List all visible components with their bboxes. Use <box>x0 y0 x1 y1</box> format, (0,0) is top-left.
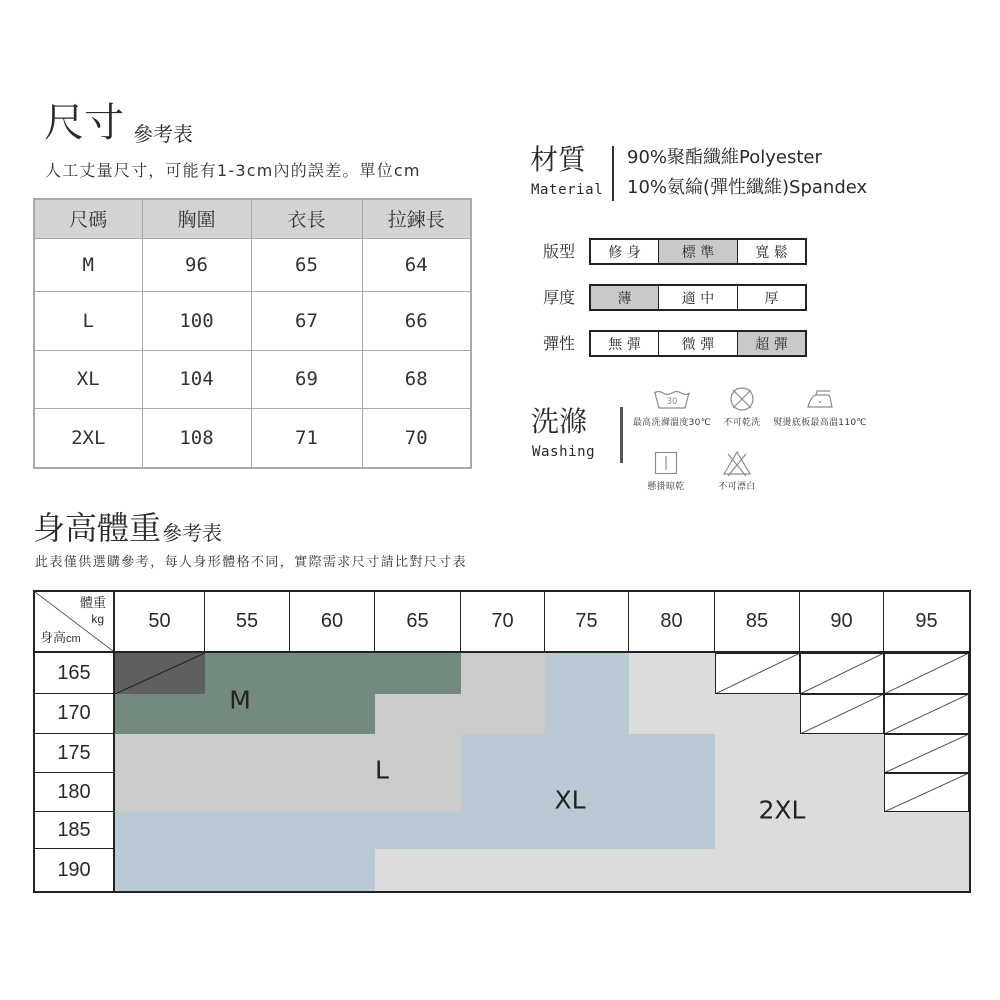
size-chart-subtitle: 人工丈量尺寸，可能有1-3cm內的誤差。單位cm <box>45 161 421 180</box>
fit-cell <box>115 849 205 891</box>
elasticity-label: 彈性 <box>543 333 576 353</box>
fit-cell <box>629 773 715 812</box>
fit-cell <box>800 849 884 891</box>
hang-dry-icon <box>653 450 679 476</box>
care-label: 懸掛晾乾 <box>647 482 685 492</box>
length-cell: 71 <box>251 408 362 468</box>
care-label: 不可漂白 <box>718 482 756 492</box>
fit-cell <box>545 812 629 849</box>
weight-column-header: 80 <box>629 592 715 653</box>
fit-cell <box>461 849 545 891</box>
fit-cell <box>461 694 545 734</box>
zipper-length-column-header: 拉鍊長 <box>362 199 471 238</box>
region-label-m: M <box>229 685 251 715</box>
size-chart-title-suffix: 參考表 <box>133 122 193 146</box>
fit-cell <box>290 694 375 734</box>
zipper-length-cell: 66 <box>362 291 471 350</box>
fit-cell <box>629 734 715 773</box>
fit-chart-title-suffix: 參考表 <box>162 521 222 545</box>
material-title: 材質 <box>530 143 587 176</box>
wash-30-icon <box>652 388 692 410</box>
height-row-header: 165 <box>35 653 115 694</box>
chest-cell: 108 <box>142 408 251 468</box>
height-weight-grid <box>35 592 969 891</box>
fit-cell <box>461 653 545 694</box>
fit-type-options <box>589 238 807 265</box>
fit-type-row <box>543 238 807 265</box>
not-applicable-cell <box>884 653 969 694</box>
not-applicable-cell <box>715 653 800 694</box>
weight-axis-label: 體重 <box>79 596 106 611</box>
fit-cell <box>545 849 629 891</box>
fit-cell <box>115 773 205 812</box>
care-item <box>712 386 772 429</box>
fit-cell <box>545 694 629 734</box>
height-row-header: 170 <box>35 694 115 734</box>
not-applicable-cell <box>884 734 969 773</box>
fit-cell <box>205 734 290 773</box>
fit-cell <box>884 849 969 891</box>
fit-chart-title: 身高體重 <box>33 509 162 547</box>
height-row-header: 180 <box>35 773 115 812</box>
fit-cell <box>800 734 884 773</box>
fit-cell <box>545 734 629 773</box>
corner-header-cell <box>35 592 115 653</box>
care-item <box>765 386 875 429</box>
weight-unit-label: kg <box>91 612 104 626</box>
fit-cell <box>115 812 205 849</box>
material-composition-line: 90%聚酯纖維Polyester <box>627 147 822 168</box>
zipper-length-cell: 64 <box>362 238 471 291</box>
washing-subtitle: Washing <box>532 444 596 460</box>
fit-cell <box>115 734 205 773</box>
fit-cell <box>290 849 375 891</box>
not-applicable-cell <box>884 694 969 734</box>
weight-column-header: 85 <box>715 592 800 653</box>
fit-cell <box>545 653 629 694</box>
not-applicable-cell <box>884 773 969 812</box>
care-label: 不可乾洗 <box>723 418 761 428</box>
elasticity-row <box>543 330 807 357</box>
chest-cell: 96 <box>142 238 251 291</box>
material-subtitle: Material <box>531 182 604 198</box>
weight-column-header: 60 <box>290 592 375 653</box>
fit-cell <box>715 773 800 812</box>
washing-divider <box>620 407 623 463</box>
option-high-stretch: 超 彈 <box>737 332 805 355</box>
weight-column-header: 95 <box>884 592 969 653</box>
fit-cell <box>800 773 884 812</box>
fit-cell <box>629 812 715 849</box>
option-thin: 薄 <box>591 286 658 309</box>
fit-cell <box>205 773 290 812</box>
option-no-stretch: 無 彈 <box>608 336 641 353</box>
fit-cell <box>884 812 969 849</box>
height-axis-label: 身高 <box>40 631 67 646</box>
height-axis-label-group <box>40 629 81 645</box>
chest-cell: 104 <box>142 350 251 408</box>
zipper-length-cell: 70 <box>362 408 471 468</box>
length-column-header: 衣長 <box>251 199 362 238</box>
thickness-row <box>543 284 807 311</box>
fit-cell <box>205 653 290 694</box>
fit-cell <box>629 694 715 734</box>
fit-cell <box>715 734 800 773</box>
elasticity-options <box>589 330 807 357</box>
fit-cell <box>715 812 800 849</box>
region-label-xl: XL <box>554 785 586 815</box>
weight-column-header: 65 <box>375 592 461 653</box>
fit-cell <box>115 653 205 694</box>
size-label-cell: L <box>34 291 142 350</box>
weight-column-header: 50 <box>115 592 205 653</box>
size-chart-title: 尺寸 <box>44 100 124 146</box>
iron-icon <box>805 388 835 410</box>
fit-cell <box>290 812 375 849</box>
region-label-2xl: 2XL <box>758 795 806 825</box>
fit-cell <box>290 734 375 773</box>
chest-column-header: 胸圍 <box>142 199 251 238</box>
fit-cell <box>290 773 375 812</box>
care-item <box>636 450 696 493</box>
wash-temperature-text: 30 <box>666 397 678 407</box>
thickness-label: 厚度 <box>543 287 576 307</box>
fit-type-label: 版型 <box>543 241 576 261</box>
fit-cell <box>375 773 461 812</box>
fit-cell <box>205 812 290 849</box>
fit-cell <box>800 812 884 849</box>
care-item <box>707 450 767 493</box>
material-composition-line: 10%氨綸(彈性纖維)Spandex <box>627 177 868 198</box>
option-regular: 標 準 <box>658 240 737 263</box>
region-label-l: L <box>375 755 389 785</box>
fit-cell <box>375 812 461 849</box>
fit-cell <box>545 773 629 812</box>
fit-cell <box>375 653 461 694</box>
option-slim: 修 身 <box>608 244 641 261</box>
fit-cell <box>205 849 290 891</box>
size-label-cell: M <box>34 238 142 291</box>
care-item <box>627 386 717 429</box>
length-cell: 67 <box>251 291 362 350</box>
size-column-header: 尺碼 <box>34 199 142 238</box>
size-label-cell: 2XL <box>34 408 142 468</box>
size-table-row <box>34 291 471 350</box>
size-table-header-row <box>34 199 471 238</box>
weight-column-header: 90 <box>800 592 884 653</box>
care-label: 熨燙底板最高溫110℃ <box>773 418 867 428</box>
weight-column-header: 70 <box>461 592 545 653</box>
fit-cell <box>290 653 375 694</box>
fit-cell <box>461 812 545 849</box>
care-label: 最高洗滌溫度30℃ <box>632 418 712 428</box>
fit-cell <box>115 694 205 734</box>
fit-chart-subtitle: 此表僅供選購參考，每人身形體格不同，實際需求尺寸請比對尺寸表 <box>35 555 468 570</box>
size-table <box>33 198 472 469</box>
no-bleach-icon <box>721 449 753 477</box>
zipper-length-cell: 68 <box>362 350 471 408</box>
no-dry-clean-icon <box>729 386 755 412</box>
option-loose: 寬 鬆 <box>737 240 805 263</box>
size-table-row <box>34 238 471 291</box>
height-row-header: 175 <box>35 734 115 773</box>
fit-cell <box>461 734 545 773</box>
fit-cell <box>461 773 545 812</box>
fit-cell <box>375 734 461 773</box>
weight-column-header: 75 <box>545 592 629 653</box>
length-cell: 65 <box>251 238 362 291</box>
height-unit-label: cm <box>66 633 81 645</box>
length-cell: 69 <box>251 350 362 408</box>
chest-cell: 100 <box>142 291 251 350</box>
fit-cell <box>715 694 800 734</box>
material-divider <box>612 146 614 201</box>
option-slight-stretch: 微 彈 <box>658 332 737 355</box>
fit-cell <box>629 849 715 891</box>
height-weight-chart <box>35 592 969 891</box>
fit-cell <box>375 694 461 734</box>
option-medium: 適 中 <box>658 286 737 309</box>
size-label-cell: XL <box>34 350 142 408</box>
washing-title: 洗滌 <box>531 405 588 438</box>
height-row-header: 185 <box>35 812 115 849</box>
not-applicable-cell <box>800 653 884 694</box>
thickness-options <box>589 284 807 311</box>
fit-cell <box>629 653 715 694</box>
size-table-row <box>34 408 471 468</box>
fit-cell <box>375 849 461 891</box>
size-table-row <box>34 350 471 408</box>
fit-cell <box>205 694 290 734</box>
height-row-header: 190 <box>35 849 115 891</box>
option-thick: 厚 <box>737 286 805 309</box>
weight-column-header: 55 <box>205 592 290 653</box>
fit-cell <box>715 849 800 891</box>
not-applicable-cell <box>800 694 884 734</box>
